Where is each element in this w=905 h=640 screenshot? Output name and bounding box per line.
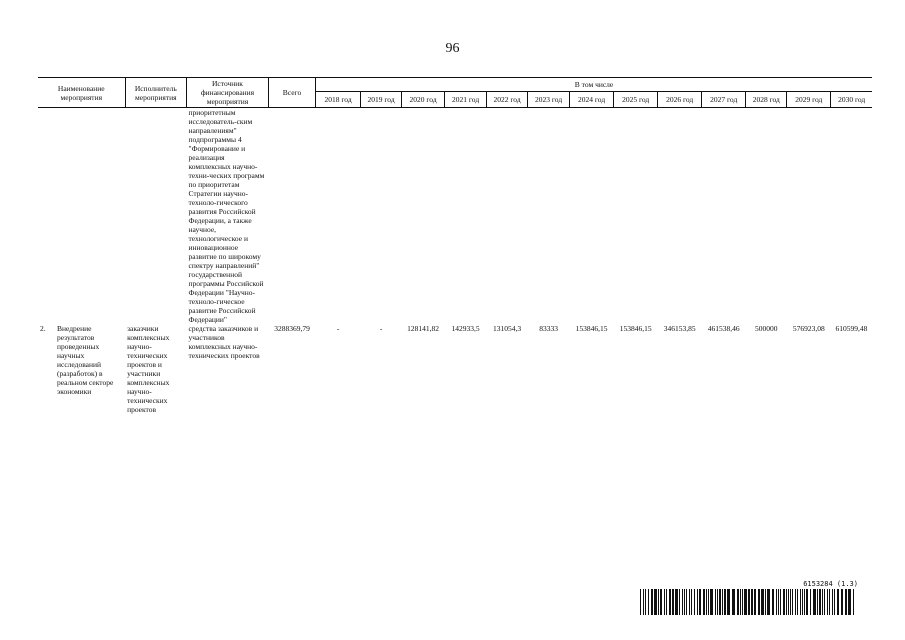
barcode-bar <box>697 589 698 615</box>
barcode-bar <box>765 589 766 615</box>
header-year: 2030 год <box>831 92 872 108</box>
barcode-bar <box>788 589 789 615</box>
barcode-bar <box>660 589 662 615</box>
barcode-bar <box>694 589 695 615</box>
header-year: 2019 год <box>361 92 402 108</box>
header-year: 2028 год <box>746 92 787 108</box>
item-source: средства заказчиков и участников комплексных научно-технических проектов <box>188 324 260 360</box>
barcode-bar <box>699 589 701 615</box>
header-source: Источник финансирования мероприятия <box>187 78 269 108</box>
barcode-bar <box>648 589 649 615</box>
page-number: 96 <box>445 41 460 56</box>
barcode-bar <box>790 589 791 615</box>
barcode-bar <box>727 589 730 615</box>
barcode-bar <box>751 589 753 615</box>
barcode-bar <box>715 589 716 615</box>
item-year-value: 142933,5 <box>451 324 480 333</box>
barcode-bar <box>722 589 723 615</box>
barcode-bar <box>742 589 743 615</box>
item-year-value: 346153,85 <box>663 324 696 333</box>
item-year-value: 610599,48 <box>835 324 868 333</box>
barcode-bar <box>724 589 726 615</box>
barcode-bar <box>666 589 667 615</box>
barcode-bar <box>767 589 770 615</box>
item-number: 2. <box>40 324 46 333</box>
barcode-bar <box>744 589 747 615</box>
barcode-bar <box>822 589 823 615</box>
barcode-bar <box>810 589 811 615</box>
item-year-value: 131054,3 <box>493 324 522 333</box>
barcode-bar <box>703 589 705 615</box>
barcode-bar <box>853 589 854 615</box>
barcode-bar <box>800 589 801 615</box>
barcode-bar <box>780 589 781 615</box>
barcode-bar <box>669 589 671 615</box>
barcode-bar <box>658 589 659 615</box>
barcode-bar <box>672 589 674 615</box>
barcode-caption: 6153284 (1.3) <box>803 580 858 588</box>
header-year: 2029 год <box>787 92 831 108</box>
barcode-bar <box>651 589 653 615</box>
item-year-value: 153846,15 <box>619 324 652 333</box>
barcode-bar <box>640 589 641 615</box>
barcode-bar <box>717 589 718 615</box>
barcode-bar <box>682 589 683 615</box>
item-year-value: 576923,08 <box>792 324 825 333</box>
barcode-bar <box>748 589 750 615</box>
barcode-bar <box>827 589 828 615</box>
barcode-bar <box>761 589 764 615</box>
header-year: 2018 год <box>316 92 361 108</box>
barcode-bar <box>848 589 851 615</box>
funding-table <box>38 77 872 414</box>
header-total: Всего <box>268 78 315 108</box>
barcode-bar <box>691 589 692 615</box>
item-name: Внедрение результатов проведенных научных исследований (разработок) в реальном секторе экономики <box>57 324 114 396</box>
header-executor: Исполнитель мероприятия <box>125 78 186 108</box>
table-row <box>38 324 872 414</box>
barcode-bar <box>786 589 787 615</box>
barcode-bar <box>679 589 680 615</box>
item-executor: заказчики комплексных научно-технических проектов и участники комплексных научно-технических проектов <box>127 324 170 414</box>
barcode-bar <box>758 589 760 615</box>
barcode-bar <box>841 589 843 615</box>
header-year: 2021 год <box>445 92 487 108</box>
barcode-bar <box>643 589 644 615</box>
barcode-bar <box>689 589 690 615</box>
item-year-value: - <box>336 324 340 333</box>
barcode-bar <box>684 589 685 615</box>
item-name-cell <box>38 324 125 414</box>
item-year-value: 83333 <box>539 324 558 333</box>
barcode-bar <box>737 589 739 615</box>
barcode-bar <box>802 589 803 615</box>
barcode-bar <box>732 589 735 615</box>
item-total: 3288369,79 <box>274 324 310 333</box>
item-year-value: 153846,15 <box>575 324 608 333</box>
barcode-bar <box>845 589 847 615</box>
item-year-value: - <box>379 324 383 333</box>
barcode-image <box>640 589 858 615</box>
barcode-bar <box>792 589 793 615</box>
barcode-bar <box>645 589 646 615</box>
header-year: 2027 год <box>702 92 746 108</box>
continued-source-cell: приоритетным исследователь-ским направлениям" подпрограммы 4 "Формирование и реализация комплексных научно-техни-ческих программ по приоритетам Стратегии научно-техноло-гического развития Российской Федерации, а также научное, технологическое и инновационное развитие по широкому спектру направлений" государственной программы Российской Федерации "Научно-техноло-гическое развитие Российской Федерации" <box>188 108 265 324</box>
barcode-bar <box>804 589 805 615</box>
item-year-value: 461538,46 <box>707 324 740 333</box>
barcode-bar <box>740 589 741 615</box>
header-year: 2020 год <box>402 92 445 108</box>
barcode-bar <box>806 589 808 615</box>
barcode-bar <box>795 589 796 615</box>
barcode-bar <box>819 589 821 615</box>
barcode-bar <box>817 589 818 615</box>
barcode-bar <box>776 589 777 615</box>
header-year: 2025 год <box>614 92 658 108</box>
header-year: 2023 год <box>528 92 570 108</box>
item-year-value: 500000 <box>755 324 778 333</box>
barcode-bar <box>664 589 665 615</box>
barcode-bar <box>829 589 830 615</box>
header-including: В том числе <box>316 78 872 92</box>
barcode-bar <box>813 589 816 615</box>
barcode-bar <box>710 589 713 615</box>
barcode-bar <box>686 589 687 615</box>
barcode-bar <box>754 589 756 615</box>
item-year-value: 128141,82 <box>407 324 440 333</box>
header-year: 2024 год <box>570 92 614 108</box>
barcode-bar <box>654 589 657 615</box>
header-name: Наименование мероприятия <box>38 78 125 108</box>
table-row <box>38 108 872 325</box>
barcode-bar <box>824 589 825 615</box>
header-year: 2026 год <box>658 92 702 108</box>
barcode-bar <box>837 589 839 615</box>
header-year: 2022 год <box>487 92 528 108</box>
barcode-bar <box>772 589 774 615</box>
barcode-bar <box>797 589 798 615</box>
barcode-bar <box>783 589 785 615</box>
barcode-bar <box>834 589 835 615</box>
barcode-bar <box>675 589 678 615</box>
barcode-bar <box>706 589 707 615</box>
barcode-bar <box>708 589 709 615</box>
barcode-bar <box>719 589 721 615</box>
barcode-bar <box>832 589 833 615</box>
barcode-bar <box>778 589 779 615</box>
